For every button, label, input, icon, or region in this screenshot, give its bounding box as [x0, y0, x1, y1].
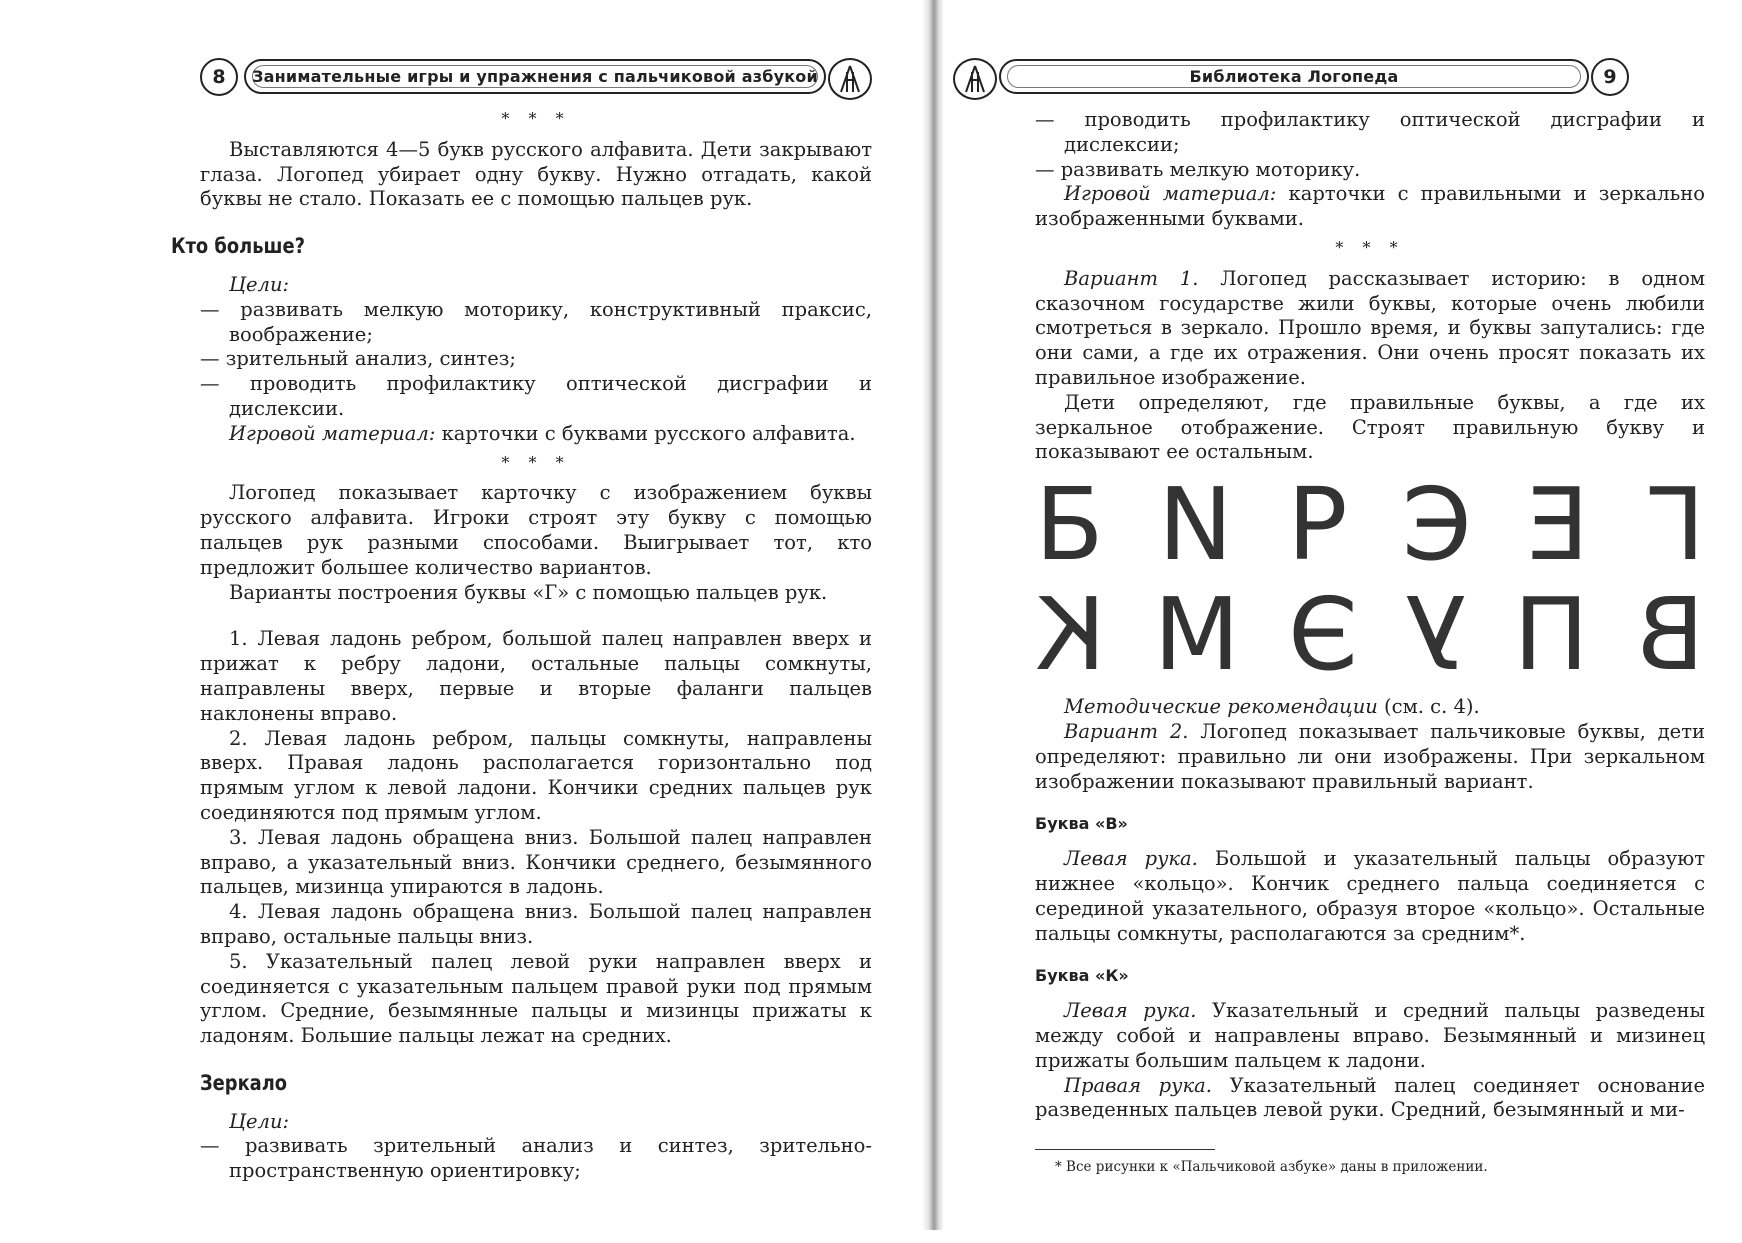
glyph-letter: Э — [1287, 576, 1358, 694]
letter-k-right-text: Указательный палец соединяет основание разведенных пальцев левой руки. Средний, безымянный и ми- — [1035, 1073, 1705, 1122]
variant-item: 2. Левая ладонь ребром, пальцы сомкнуты, направлены вверх. Правая ладонь располагается горизонтально под прямым углом к левой ладони. Кончики средних пальцев рук соединяются под прямым углом. — [200, 726, 872, 824]
book-logo-icon — [828, 58, 872, 100]
intro-paragraph: Выставляются 4—5 букв русского алфавита. Дети закрывают глаза. Логопед убирает одну букву. Нужно отгадать, какой буквы не стало. Показать ее с помощью пальцев рук. — [200, 137, 872, 211]
glyph-letter: П — [1513, 576, 1589, 694]
children-task-paragraph: Дети определяют, где правильные буквы, а где их зеркальное отображение. Строят правильную букву и показывают ее остальным. — [1035, 390, 1705, 464]
game-description: Логопед показывает карточку с изображением буквы русского алфавита. Игроки строят эту букву с помощью пальцев рук разными способами. Выигрывает тот, кто предложит большее количество вариантов. — [200, 481, 872, 579]
method-ref: (см. с. 4). — [1377, 695, 1480, 719]
glyph-letter: М — [1153, 576, 1240, 694]
hand-label: Левая рука. — [1064, 847, 1198, 871]
material-paragraph — [1035, 182, 1705, 232]
material-text: карточки с буквами русского алфавита. — [435, 421, 856, 445]
letter-k-title: Буква «К» — [1035, 966, 1129, 986]
goal-item: — проводить профилактику оптической дисграфии и дислексии. — [200, 372, 872, 420]
running-head-title: Библиотека Логопеда — [1189, 67, 1399, 86]
letter-k-left-text: Указательный и средний пальцы разведены между собой и направлены вправо. Безымянный и мизинец прижаты большим пальцем к ладони. — [1035, 999, 1705, 1072]
goal-item: — проводить профилактику оптической дисграфии и дислексии; — [1035, 108, 1705, 156]
goal-item: — развивать мелкую моторику, конструктивный праксис, воображение; — [200, 297, 872, 346]
goal-item: — развивать мелкую моторику. — [1035, 157, 1361, 181]
letter-k-left-paragraph — [1035, 999, 1705, 1073]
material-paragraph — [200, 422, 872, 447]
page-number-badge: 9 — [1591, 58, 1629, 96]
glyph-letter: Э — [1402, 466, 1472, 584]
variant-text: Логопед показывает пальчиковые буквы, дети определяют: правильно ли они изображены. При зеркальном изображении показывают правильный вариант. — [1035, 719, 1705, 793]
variants-intro: Варианты построения буквы «Г» с помощью пальцев рук. — [229, 580, 828, 604]
glyph-letter: К — [1035, 576, 1106, 694]
goals-label: Цели: — [229, 272, 290, 296]
footnote-rule — [1035, 1149, 1215, 1150]
running-head-bar — [999, 59, 1589, 94]
variant-1-paragraph — [1035, 267, 1705, 391]
book-logo-icon — [953, 58, 997, 100]
glyph-letter: Р — [1287, 466, 1348, 584]
glyph-letter: Б — [1035, 466, 1104, 584]
letter-v-paragraph — [1035, 847, 1705, 946]
hand-label: Левая рука. — [1064, 999, 1197, 1023]
material-label: Игровой материал: — [229, 421, 436, 445]
glyph-letter: Г — [1643, 466, 1705, 584]
hand-label: Правая рука. — [1064, 1073, 1212, 1097]
running-head-title: Занимательные игры и упражнения с пальчиковой азбукой — [252, 67, 818, 86]
variant-item: 4. Левая ладонь обращена вниз. Большой палец направлен вправо, остальные пальцы вниз. — [200, 900, 872, 948]
variant-item: 3. Левая ладонь обращена вниз. Большой палец направлен вправо, а указательный вниз. Кончики среднего, безымянного пальцев, мизинца упираются в ладонь. — [200, 825, 872, 899]
material-label: Игровой материал: — [1064, 182, 1277, 206]
variant-item: 1. Левая ладонь ребром, большой палец направлен вверх и прижат к ребру ладони, остальные пальцы сомкнуты, направлены вверх, первые и вторые фаланги пальцев наклонены вправо. — [200, 627, 872, 725]
method-label: Методические рекомендации — [1064, 695, 1378, 719]
goal-item: — развивать зрительный анализ и синтез, зрительно-пространственную ориентировку; — [200, 1134, 872, 1183]
letter-v-title: Буква «В» — [1035, 814, 1128, 834]
glyph-letter: У — [1404, 576, 1466, 694]
footnote: * Все рисунки к «Пальчиковой азбуке» даны в приложении. — [1055, 1159, 1488, 1176]
section-title-kto-bolshe: Кто больше? — [171, 234, 305, 259]
running-head-bar — [244, 59, 826, 94]
right-page — [935, 0, 1742, 1243]
glyph-letter: И — [1158, 466, 1233, 584]
right-text-column — [1035, 108, 1705, 1176]
separator-stars: * * * — [501, 109, 571, 128]
variant-text: Логопед рассказывает историю: в одном сказочном государстве жили буквы, которые очень любили смотреться в зеркало. Прошло время, и буквы запутались: где они сами, а где их отражения. Они очень просят показать их правильное изображение. — [1035, 266, 1705, 389]
variant-label: Вариант 2. — [1064, 719, 1189, 743]
material-text: карточки с правильными и зеркально изображенными буквами. — [1035, 182, 1705, 231]
letter-v-text: Большой и указательный пальцы образуют нижнее «кольцо». Кончик среднего пальца соединяется с серединой указательного, образуя второе «кольцо». Остальные пальцы сомкнуты, располагаются за средним*. — [1035, 847, 1705, 945]
letter-k-right-paragraph — [1035, 1074, 1705, 1124]
separator-stars: * * * — [501, 452, 571, 472]
left-text-column — [171, 103, 872, 1184]
page-number-badge: 8 — [200, 58, 238, 96]
glyph-letter: Е — [1526, 466, 1590, 584]
variant-2-paragraph — [1035, 720, 1705, 794]
glyph-letter: В — [1636, 576, 1705, 694]
letters-row-2 — [1035, 576, 1705, 694]
separator-stars: * * * — [1335, 237, 1405, 257]
variant-item: 5. Указательный палец левой руки направлен вверх и соединяется с указательным пальцем правой руки под прямым углом. Средние, безымянные пальцы и мизинцы прижаты к ладоням. Большие пальцы лежат на средних. — [200, 949, 872, 1048]
section-title-zerkalo: Зеркало — [200, 1070, 288, 1095]
letters-row-1 — [1035, 466, 1705, 584]
goals-label: Цели: — [229, 1109, 290, 1133]
variant-label: Вариант 1. — [1064, 266, 1199, 290]
method-paragraph — [1035, 695, 1705, 720]
goal-item: — зрительный анализ, синтез; — [200, 347, 516, 371]
